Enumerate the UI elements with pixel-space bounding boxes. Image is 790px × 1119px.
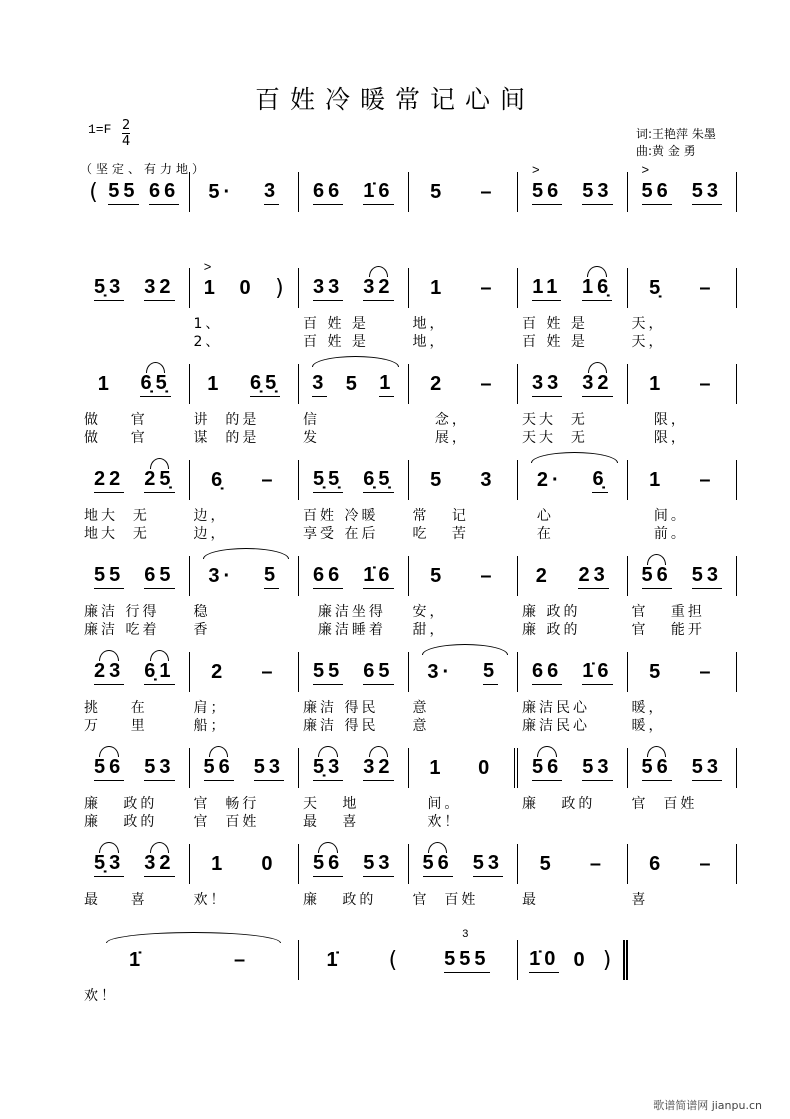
lyric-text: 百 姓 是 bbox=[522, 334, 588, 350]
note-group: 5 bbox=[430, 468, 446, 491]
lyric-text: 最 喜 bbox=[84, 892, 148, 908]
note-group: 5̣ bbox=[649, 276, 665, 299]
measure bbox=[518, 268, 628, 308]
note-group: 6̣5̣ bbox=[140, 372, 170, 397]
lyrics-verse-1 bbox=[80, 985, 737, 1002]
watermark: 歌谱简谱网 jianpu.cn bbox=[653, 1099, 762, 1112]
measure bbox=[628, 748, 738, 788]
lyric-text: 百 姓 是 bbox=[303, 316, 369, 332]
lyric-text: 官 百姓 bbox=[193, 814, 260, 830]
measure bbox=[190, 652, 300, 692]
note-group: 33 bbox=[313, 276, 343, 301]
lyric-text: 暖， bbox=[631, 718, 666, 734]
note-group: 2 bbox=[535, 564, 551, 587]
lyric-text: 最 bbox=[522, 892, 539, 908]
note-group: 56 > bbox=[642, 180, 672, 205]
lyrics-verse-1 bbox=[80, 505, 737, 522]
note-group: – bbox=[589, 852, 605, 875]
lyric-text: 信 bbox=[303, 412, 320, 428]
lyrics-verse-1 bbox=[80, 601, 737, 618]
lyric-text: 地， bbox=[412, 334, 447, 350]
lyric-text: 安， bbox=[412, 604, 447, 620]
lyric-text: 地大 无 bbox=[84, 526, 150, 542]
note-group: 56 bbox=[642, 564, 672, 589]
note-group: 1̇ bbox=[128, 948, 145, 971]
note-group: 6̣5̣ bbox=[250, 372, 280, 397]
measures bbox=[80, 652, 737, 692]
measure bbox=[409, 556, 519, 596]
measure bbox=[80, 364, 190, 404]
lyric-text: 廉洁 行得 bbox=[84, 604, 160, 620]
lyric-text: 念， bbox=[412, 412, 469, 428]
note-group: 5̣3 bbox=[313, 756, 343, 781]
measure bbox=[190, 172, 300, 212]
measures bbox=[80, 748, 737, 788]
lyric-text: 官 畅行 bbox=[193, 796, 260, 812]
note-group: 1̇6 bbox=[363, 564, 393, 589]
lyric-text: 最 喜 bbox=[303, 814, 360, 830]
note-group: 53 bbox=[363, 852, 393, 877]
measure bbox=[299, 364, 409, 404]
note-group: 1 bbox=[379, 372, 394, 397]
measure bbox=[409, 364, 519, 404]
lyric-text: 肩； bbox=[193, 700, 228, 716]
note-group: 53 bbox=[692, 564, 722, 589]
staff-line bbox=[80, 844, 737, 924]
measures bbox=[80, 172, 737, 212]
lyric-text: 官 百姓 bbox=[631, 796, 698, 812]
measure bbox=[518, 748, 628, 788]
staff-line bbox=[80, 172, 737, 252]
lyric-text: 廉洁民心 bbox=[522, 700, 590, 716]
note-group: 2 bbox=[430, 372, 446, 395]
note-group: 55 bbox=[94, 564, 124, 589]
lyric-text: 前。 bbox=[631, 526, 688, 542]
measure bbox=[409, 748, 519, 788]
lyric-text: 在 bbox=[522, 526, 554, 542]
note-group: 5· bbox=[208, 180, 235, 203]
note-group: 6̣5̣ bbox=[363, 468, 393, 493]
note-group: 5̣3 bbox=[94, 276, 124, 301]
parenthesis: ( bbox=[89, 179, 98, 205]
note-group: 53 bbox=[254, 756, 284, 781]
note-group: 33 bbox=[532, 372, 562, 397]
measure bbox=[80, 940, 299, 980]
time-sig-numerator: 2 bbox=[122, 118, 131, 133]
measure bbox=[518, 364, 628, 404]
note-group: 53 bbox=[692, 756, 722, 781]
note-group: 555 3 bbox=[444, 948, 489, 973]
measure bbox=[190, 844, 300, 884]
measure bbox=[409, 844, 519, 884]
lyric-text bbox=[628, 811, 738, 831]
lyric-text: 地大 无 bbox=[84, 508, 150, 524]
lyric-text: 做 官 bbox=[84, 412, 148, 428]
note-group: 25̣ bbox=[144, 468, 174, 493]
lyric-text: 间。 bbox=[631, 508, 688, 524]
note-group: 6 bbox=[649, 852, 665, 875]
measure bbox=[628, 652, 738, 692]
note-group: 3 bbox=[480, 468, 496, 491]
lyric-text: 廉洁睡着 bbox=[303, 622, 386, 638]
note-group: 56 bbox=[532, 756, 562, 781]
lyric-text: 间。 bbox=[412, 796, 462, 812]
note-group: 6̣ bbox=[592, 468, 607, 493]
note-group: 2· bbox=[536, 468, 563, 491]
note-group: 56 bbox=[94, 756, 124, 781]
note-group: 5 bbox=[430, 180, 446, 203]
note-group: 23 bbox=[94, 660, 124, 685]
note-group: 56 bbox=[642, 756, 672, 781]
note-group: 66 bbox=[313, 180, 343, 205]
measures bbox=[80, 940, 737, 980]
lyrics-verse-2 bbox=[80, 811, 737, 828]
note-group: – bbox=[699, 468, 715, 491]
note-group: 16̣ bbox=[582, 276, 612, 301]
lyric-text: 稳 bbox=[193, 604, 211, 620]
note-group: 5 bbox=[539, 852, 555, 875]
note-group: 1 bbox=[649, 372, 665, 395]
lyric-text: 欢！ bbox=[84, 988, 118, 1004]
note-group: 65 bbox=[144, 564, 174, 589]
note-group: 55 bbox=[108, 180, 138, 205]
measure bbox=[518, 652, 628, 692]
lyric-text: 廉 政的 bbox=[84, 796, 158, 812]
lyrics-verse-1 bbox=[80, 697, 737, 714]
lyrics-verse-2 bbox=[80, 427, 737, 444]
lyric-text: 廉 政的 bbox=[522, 604, 581, 620]
note-group: – bbox=[261, 660, 277, 683]
note-group: 2 bbox=[211, 660, 227, 683]
note-group: 53 bbox=[582, 180, 612, 205]
lyric-text: 天大 无 bbox=[522, 430, 588, 446]
time-signature bbox=[122, 118, 130, 149]
note-group: 5̣3 bbox=[94, 852, 124, 877]
note-group: 55 bbox=[313, 660, 343, 685]
key-signature: 1=F bbox=[88, 122, 112, 137]
lyrics-verse-1 bbox=[80, 889, 737, 906]
time-sig-denominator: 4 bbox=[122, 134, 131, 149]
measure bbox=[409, 652, 519, 692]
measure bbox=[80, 556, 190, 596]
lyric-text: 喜 bbox=[631, 892, 649, 908]
note-group: – bbox=[699, 372, 715, 395]
measure bbox=[628, 844, 738, 884]
staff-line bbox=[80, 364, 737, 444]
note-group: 66 bbox=[149, 180, 179, 205]
note-group: 1̇6 bbox=[582, 660, 612, 685]
note-group: 0 bbox=[573, 948, 589, 971]
lyric-text: 天 地 bbox=[303, 796, 360, 812]
lyric-text: 甜， bbox=[412, 622, 447, 638]
measure bbox=[80, 748, 190, 788]
note-group: 1 bbox=[429, 756, 445, 779]
measure bbox=[299, 556, 409, 596]
measure bbox=[628, 268, 738, 308]
measure bbox=[80, 652, 190, 692]
lyric-text: 展， bbox=[412, 430, 469, 446]
composer: 曲:黄 金 勇 bbox=[636, 144, 696, 158]
note-group: – bbox=[480, 180, 496, 203]
note-group: 5 bbox=[483, 660, 498, 685]
note-group: 66 bbox=[313, 564, 343, 589]
lyric-text: 发 bbox=[303, 430, 320, 446]
measure bbox=[190, 268, 300, 308]
lyric-text: 船； bbox=[193, 718, 228, 734]
lyric-text: 廉 政的 bbox=[522, 622, 581, 638]
note-group: 56 bbox=[423, 852, 453, 877]
note-group: – bbox=[480, 276, 496, 299]
note-group: 1̇ bbox=[326, 948, 342, 971]
lyric-text: 官 百姓 bbox=[412, 892, 479, 908]
lyrics-verse-1 bbox=[80, 793, 737, 810]
measure bbox=[409, 460, 519, 500]
measure bbox=[80, 268, 190, 308]
measure bbox=[299, 172, 409, 212]
lyric-text: 边， bbox=[193, 526, 228, 542]
note-group: 32 bbox=[363, 756, 393, 781]
note-group: – bbox=[480, 564, 496, 587]
lyric-text: 意 bbox=[412, 718, 430, 734]
note-group: 3 bbox=[312, 372, 327, 397]
lyric-text: 百姓 冷暖 bbox=[303, 508, 379, 524]
parenthesis: ) bbox=[602, 947, 612, 973]
measure bbox=[628, 460, 738, 500]
note-group: – bbox=[699, 660, 715, 683]
lyric-text: 官 重担 bbox=[631, 604, 705, 620]
lyrics-verse-1 bbox=[80, 409, 737, 426]
note-group: 66 bbox=[532, 660, 562, 685]
note-group: – bbox=[480, 372, 496, 395]
lyric-text: 天， bbox=[631, 334, 666, 350]
staff-line bbox=[80, 268, 737, 348]
lyric-text: 1、 bbox=[193, 316, 223, 332]
lyric-text: 百 姓 是 bbox=[303, 334, 369, 350]
staff-line bbox=[80, 556, 737, 636]
note-group: 3· bbox=[427, 660, 454, 683]
measures bbox=[80, 364, 737, 404]
note-group: – bbox=[261, 468, 277, 491]
note-group: 53 bbox=[144, 756, 174, 781]
lyric-text: 官 能开 bbox=[631, 622, 705, 638]
measure bbox=[409, 172, 519, 212]
note-group: 56 bbox=[313, 852, 343, 877]
measure bbox=[299, 748, 409, 788]
measure bbox=[518, 172, 628, 212]
note-group: 56 > bbox=[532, 180, 562, 205]
note-group: – bbox=[233, 948, 250, 971]
note-group: 53 bbox=[692, 180, 722, 205]
measures bbox=[80, 268, 737, 308]
lyric-text: 讲 的是 bbox=[193, 412, 260, 428]
note-group: 1 bbox=[211, 852, 227, 875]
measure bbox=[190, 748, 300, 788]
note-group: 32 bbox=[144, 276, 174, 301]
measures bbox=[80, 556, 737, 596]
staff-line bbox=[80, 748, 737, 828]
measure bbox=[80, 172, 190, 212]
lyric-text: 限， bbox=[631, 430, 688, 446]
lyric-text: 地， bbox=[412, 316, 447, 332]
lyric-text: 享受 在后 bbox=[303, 526, 379, 542]
measure bbox=[518, 844, 628, 884]
measure bbox=[518, 940, 628, 980]
measures bbox=[80, 844, 737, 884]
note-group: 56 bbox=[204, 756, 234, 781]
lyric-text: 欢！ bbox=[412, 814, 462, 830]
lyrics-verse-2 bbox=[80, 331, 737, 348]
note-group: 6̣ bbox=[211, 468, 227, 491]
credits bbox=[636, 126, 716, 160]
song-title: 百姓冷暖常记心间 bbox=[254, 85, 535, 114]
lyric-text: 廉 政的 bbox=[303, 892, 377, 908]
note-group: 1 > bbox=[204, 277, 219, 300]
lyrics-verse-2 bbox=[80, 619, 737, 636]
note-group: – bbox=[699, 852, 715, 875]
lyric-text: 暖， bbox=[631, 700, 666, 716]
note-group: 0 bbox=[261, 852, 277, 875]
note-group: 32 bbox=[144, 852, 174, 877]
lyric-text: 2、 bbox=[193, 334, 223, 350]
measure bbox=[628, 556, 738, 596]
note-group: 53 bbox=[473, 852, 503, 877]
lyric-text: 百 姓 是 bbox=[522, 316, 588, 332]
lyric-text: 谋 的是 bbox=[193, 430, 260, 446]
measure bbox=[80, 844, 190, 884]
note-group: 0 bbox=[478, 756, 494, 779]
lyricist: 词:王艳萍 朱墨 bbox=[636, 127, 716, 141]
staff-line bbox=[80, 940, 737, 1020]
note-group: 3· bbox=[208, 564, 235, 587]
lyric-text bbox=[518, 811, 628, 831]
measure bbox=[190, 556, 300, 596]
lyric-text: 限， bbox=[631, 412, 688, 428]
parenthesis: ) bbox=[275, 275, 284, 301]
staff-line bbox=[80, 652, 737, 732]
lyrics-verse-1 bbox=[80, 313, 737, 330]
tempo-marking: （坚定、有力地） bbox=[80, 162, 209, 176]
measure bbox=[628, 172, 738, 212]
measure bbox=[518, 556, 628, 596]
note-group: 1 bbox=[430, 276, 446, 299]
lyric-text: 意 bbox=[412, 700, 430, 716]
lyric-text: 廉洁坐得 bbox=[303, 604, 386, 620]
lyric-text: 廉洁民心 bbox=[522, 718, 590, 734]
note-group: 65 bbox=[363, 660, 393, 685]
staff-line bbox=[80, 460, 737, 540]
note-group: 3 bbox=[264, 180, 279, 205]
lyric-text: 廉洁 得民 bbox=[303, 718, 379, 734]
note-group: 11 bbox=[532, 276, 561, 301]
note-group: 0 bbox=[239, 276, 255, 299]
measure bbox=[628, 364, 738, 404]
measures bbox=[80, 460, 737, 500]
measure bbox=[190, 460, 300, 500]
lyric-text: 天大 无 bbox=[522, 412, 588, 428]
measure bbox=[299, 652, 409, 692]
lyric-text: 天， bbox=[631, 316, 666, 332]
note-group: – bbox=[699, 276, 715, 299]
lyric-text: 吃 苦 bbox=[412, 526, 469, 542]
note-group: 1 bbox=[207, 372, 223, 395]
lyric-text: 心 bbox=[522, 508, 554, 524]
parenthesis: ( bbox=[388, 947, 398, 973]
lyric-text bbox=[80, 331, 190, 351]
measure bbox=[80, 460, 190, 500]
note-group: 5 bbox=[264, 564, 279, 589]
note-group: 5 bbox=[345, 372, 361, 395]
note-group: 1 bbox=[649, 468, 665, 491]
lyric-text: 廉洁 得民 bbox=[303, 700, 379, 716]
note-group: 1 bbox=[97, 372, 113, 395]
measure bbox=[190, 364, 300, 404]
note-group: 1̇0 bbox=[529, 948, 559, 973]
measure bbox=[299, 940, 518, 980]
note-group: 6̣1 bbox=[144, 660, 174, 685]
lyrics-verse-2 bbox=[80, 715, 737, 732]
note-group: 32 bbox=[582, 372, 612, 397]
measure bbox=[299, 844, 409, 884]
lyric-text: 挑 在 bbox=[84, 700, 148, 716]
note-group: 23 bbox=[578, 564, 608, 589]
lyric-text bbox=[80, 313, 190, 333]
lyric-text: 做 官 bbox=[84, 430, 148, 446]
note-group: 5 bbox=[430, 564, 446, 587]
lyric-text: 廉 政的 bbox=[84, 814, 158, 830]
note-group: 53 bbox=[582, 756, 612, 781]
note-group: 32 bbox=[363, 276, 393, 301]
lyrics-verse-2 bbox=[80, 523, 737, 540]
lyric-text: 廉洁 吃着 bbox=[84, 622, 160, 638]
note-group: 1̇6 bbox=[363, 180, 393, 205]
lyric-text: 万 里 bbox=[84, 718, 148, 734]
note-group: 5̣5̣ bbox=[313, 468, 343, 493]
measure bbox=[518, 460, 628, 500]
lyric-text: 廉 政的 bbox=[522, 796, 596, 812]
note-group: 5 bbox=[649, 660, 665, 683]
lyric-text: 常 记 bbox=[412, 508, 469, 524]
lyric-text: 香 bbox=[193, 622, 211, 638]
measure bbox=[299, 268, 409, 308]
lyric-text: 欢！ bbox=[193, 892, 228, 908]
measure bbox=[299, 460, 409, 500]
lyric-text: 边， bbox=[193, 508, 228, 524]
measure bbox=[409, 268, 519, 308]
note-group: 22 bbox=[94, 468, 124, 493]
